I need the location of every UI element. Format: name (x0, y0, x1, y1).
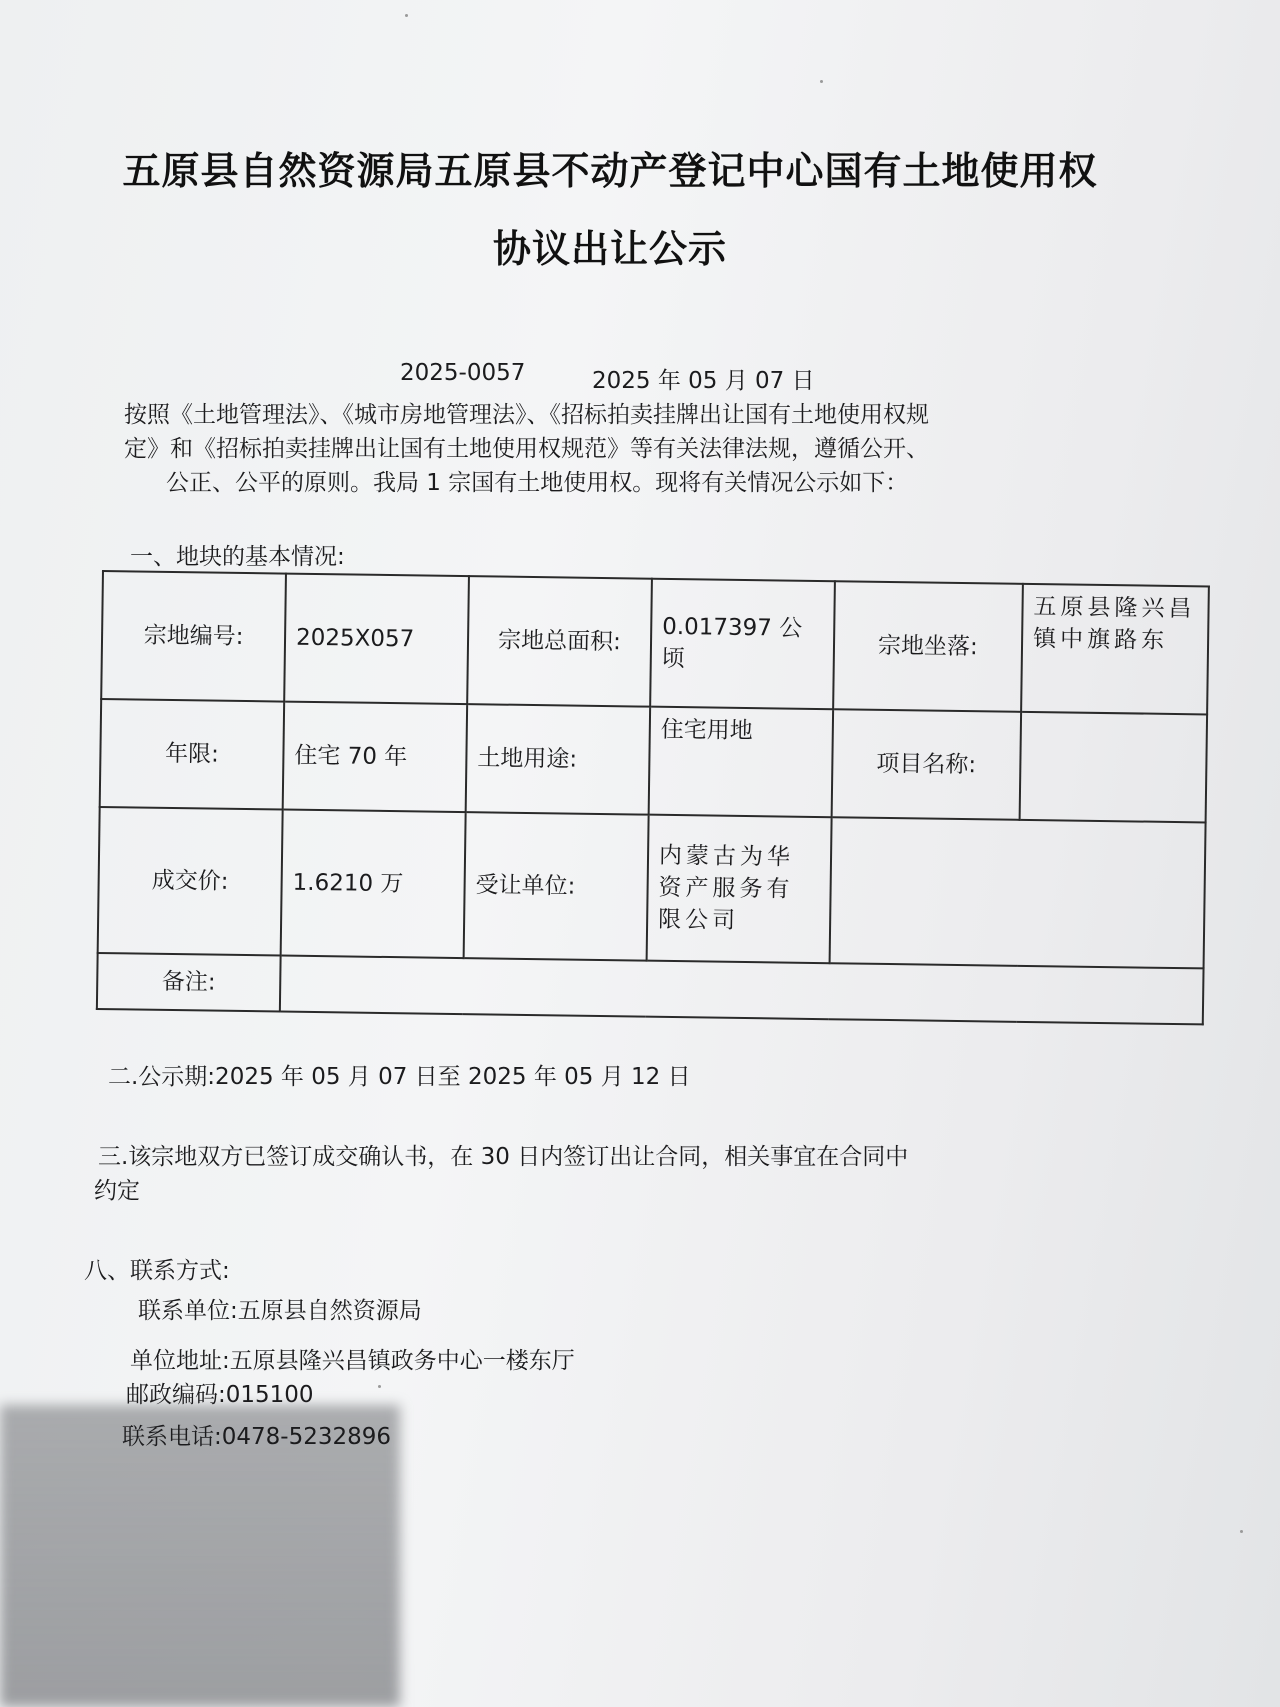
contact-heading: 八、联系方式: (84, 1258, 230, 1284)
location-value: 五原县隆兴昌镇中旗路东 (1021, 584, 1209, 715)
intro-line: 公正、公平的原则。我局 1 宗国有土地使用权。现将有关情况公示如下： (166, 470, 909, 496)
price-label: 成交价: (98, 807, 283, 956)
contact-address: 单位地址:五原县隆兴昌镇政务中心一楼东厅 (130, 1348, 575, 1374)
remarks-value (280, 956, 1204, 1025)
paper-speck (378, 1385, 381, 1388)
total-area-value: 0.017397 公顷 (650, 579, 835, 710)
parcel-no-value: 2025X057 (284, 574, 469, 705)
term-value: 住宅 70 年 (283, 702, 467, 813)
parcel-no-label: 宗地编号: (101, 571, 286, 702)
section3-line2: 约定 (94, 1178, 140, 1204)
contact-phone: 联系电话:0478-5232896 (122, 1424, 392, 1450)
assignee-label: 受让单位: (464, 812, 649, 961)
total-area-label: 宗地总面积: (467, 576, 652, 707)
paper-speck (405, 14, 408, 17)
intro-paragraph (124, 398, 1114, 500)
document-date: 2025 年 05 月 07 日 (592, 368, 815, 394)
paper-speck (1240, 1530, 1243, 1533)
document-number: 2025-0057 (400, 360, 526, 386)
empty-cell (829, 817, 1205, 968)
section1-heading: 一、地块的基本情况: (130, 544, 345, 570)
section3-line1: 三.该宗地双方已签订成交确认书，在 30 日内签订出让合同，相关事宜在合同中 (98, 1144, 909, 1170)
intro-line: 按照《土地管理法》、《城市房地管理法》、《招标拍卖挂牌出让国有土地使用权规 (124, 402, 929, 428)
paper-speck (820, 80, 823, 83)
document-title-line1: 五原县自然资源局五原县不动产登记中心国有土地使用权 (122, 149, 1098, 193)
parcel-table-wrapper (95, 570, 1221, 1054)
project-name-value (1020, 712, 1208, 823)
contact-unit: 联系单位:五原县自然资源局 (138, 1298, 422, 1324)
term-label: 年限: (100, 699, 284, 810)
intro-line: 定》和《招标拍卖挂牌出让国有土地使用权规范》等有关法律法规，遵循公开、 (124, 436, 929, 462)
remarks-label: 备注: (97, 953, 281, 1012)
land-use-value: 住宅用地 (649, 707, 833, 818)
location-label: 宗地坐落: (833, 581, 1023, 712)
project-name-label: 项目名称: (831, 709, 1021, 820)
land-use-label: 土地用途: (466, 704, 650, 815)
parcel-table (96, 570, 1210, 1025)
document-title-line2: 协议出让公示 (492, 227, 727, 271)
contact-postcode: 邮政编码:015100 (126, 1382, 314, 1408)
section2-publicity-period: 二.公示期:2025 年 05 月 07 日至 2025 年 05 月 12 日 (108, 1064, 691, 1090)
price-value: 1.6210 万 (281, 810, 466, 959)
assignee-value: 内蒙古为华资产服务有限公司 (647, 815, 832, 964)
